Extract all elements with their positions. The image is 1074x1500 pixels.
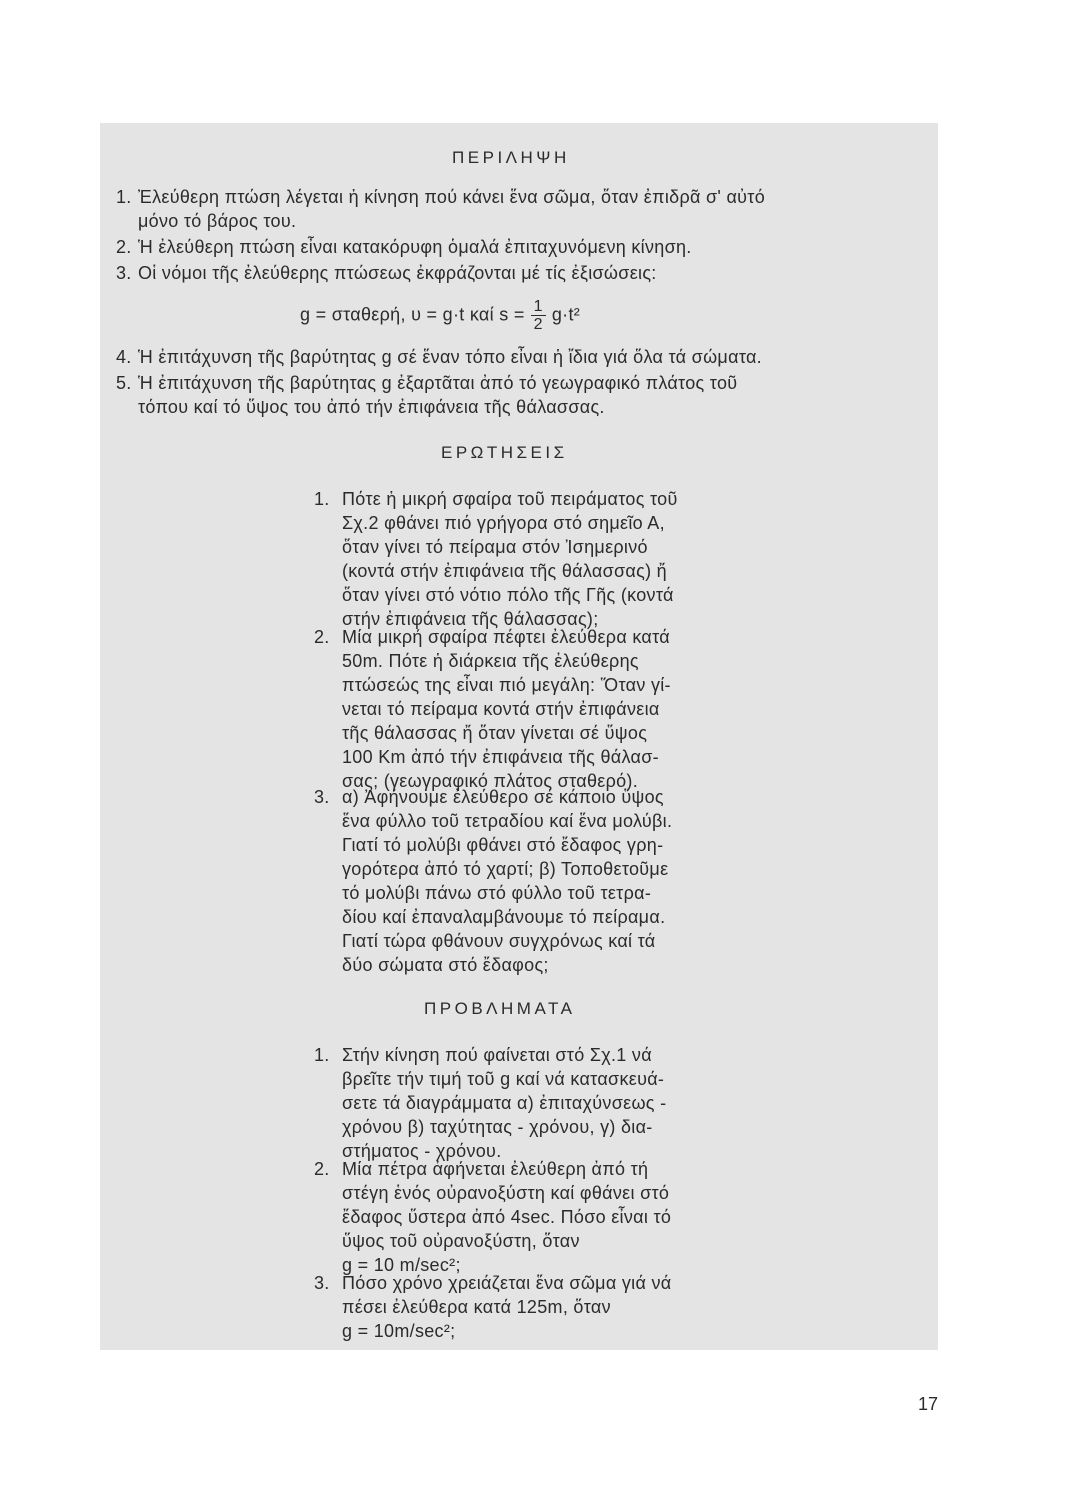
question-line: τό μολύβι πάνω στό φύλλο τοῦ τετρα- bbox=[342, 883, 652, 903]
problem-line: Πόσο χρόνο χρειάζεται ἕνα σῶμα γιά νά bbox=[342, 1273, 672, 1293]
problem-number: 2. bbox=[314, 1159, 330, 1179]
item-number: 4. bbox=[116, 347, 132, 367]
summary-line: Ἡ ἐλεύθερη πτώση εἶναι κατακόρυφη ὁμαλά ἐπιταχυνόμενη κίνηση. bbox=[138, 237, 692, 257]
fraction-numerator: 1 bbox=[531, 298, 546, 316]
problem-line: πέσει ἐλεύθερα κατά 125m, ὅταν bbox=[342, 1297, 611, 1317]
problem-line: ὕψος τοῦ οὐρανοξύστη, ὅταν bbox=[342, 1231, 580, 1251]
question-line: γορότερα ἀπό τό χαρτί; β) Τοποθετοῦμε bbox=[342, 859, 669, 879]
summary-item-2 bbox=[116, 236, 692, 258]
page-number: 17 bbox=[918, 1394, 939, 1414]
summary-item-5 bbox=[116, 372, 737, 394]
question-line: Πότε ἡ μικρή σφαίρα τοῦ πειράματος τοῦ bbox=[342, 489, 678, 509]
problem-line: g = 10 m/sec²; bbox=[342, 1255, 461, 1275]
problem-line: βρεῖτε τήν τιμή τοῦ g καί νά κατασκευά- bbox=[342, 1069, 665, 1089]
summary-line: μόνο τό βάρος του. bbox=[138, 211, 297, 231]
summary-item-4 bbox=[116, 346, 762, 368]
problem-number: 3. bbox=[314, 1273, 330, 1293]
item-number: 1. bbox=[116, 187, 132, 207]
summary-line: Οἱ νόμοι τῆς ἐλεύθερης πτώσεως ἐκφράζονται μέ τίς ἐξισώσεις: bbox=[138, 263, 657, 283]
question-number: 2. bbox=[314, 627, 330, 647]
questions-heading: ΕΡΩΤΗΣΕΙΣ bbox=[441, 443, 568, 462]
problem-line: Στήν κίνηση πού φαίνεται στό Σχ.1 νά bbox=[342, 1045, 652, 1065]
question-number: 1. bbox=[314, 489, 330, 509]
question-line: ἕνα φύλλο τοῦ τετραδίου καί ἕνα μολύβι. bbox=[342, 811, 673, 831]
question-line: τῆς θάλασσας ἤ ὅταν γίνεται σέ ὕψος bbox=[342, 723, 648, 743]
question-line: Γιατί τώρα φθάνουν συγχρόνως καί τά bbox=[342, 931, 656, 951]
problem-line: Μία πέτρα ἀφήνεται ἐλεύθερη ἀπό τή bbox=[342, 1159, 649, 1179]
formula-text: g = σταθερή, υ = g·t καί s = bbox=[300, 304, 525, 325]
item-number: 5. bbox=[116, 373, 132, 393]
fraction-denominator: 2 bbox=[533, 316, 543, 333]
problem-line: στέγη ἑνός οὐρανοξύστη καί φθάνει στό bbox=[342, 1183, 670, 1203]
summary-line: Ἡ ἐπιτάχυνση τῆς βαρύτητας g ἐξαρτᾶται ἀπό τό γεωγραφικό πλάτος τοῦ bbox=[138, 373, 738, 393]
question-line: Γιατί τό μολύβι φθάνει στό ἔδαφος γρη- bbox=[342, 835, 664, 855]
item-number: 2. bbox=[116, 237, 132, 257]
summary-item-1 bbox=[116, 186, 765, 208]
question-line: ὅταν γίνει στό νότιο πόλο τῆς Γῆς (κοντά bbox=[342, 585, 674, 605]
problem-line: στήματος - χρόνου. bbox=[342, 1141, 502, 1161]
question-line: νεται τό πείραμα κοντά στήν ἐπιφάνεια bbox=[342, 699, 660, 719]
question-line: δίου καί ἐπαναλαμβάνουμε τό πείραμα. bbox=[342, 907, 666, 927]
problem-line: χρόνου β) ταχύτητας - χρόνου, γ) δια- bbox=[342, 1117, 653, 1137]
summary-heading: ΠΕΡΙΛΗΨΗ bbox=[452, 148, 570, 167]
question-line: δύο σώματα στό ἔδαφος; bbox=[342, 955, 549, 975]
question-line: 100 Km ἀπό τήν ἐπιφάνεια τῆς θάλασ- bbox=[342, 747, 659, 767]
formula-text: g·t² bbox=[551, 304, 581, 325]
problems-heading: ΠΡΟΒΛΗΜΑΤΑ bbox=[424, 999, 576, 1018]
question-number: 3. bbox=[314, 787, 330, 807]
fraction bbox=[531, 298, 546, 333]
question-line: πτώσεώς της εἶναι πιό μεγάλη: Ὅταν γί- bbox=[342, 675, 671, 695]
summary-line: Ἐλεύθερη πτώση λέγεται ἡ κίνηση πού κάνει ἕνα σῶμα, ὅταν ἐπιδρᾶ σ' αὐτό bbox=[138, 187, 766, 207]
problem-line: σετε τά διαγράμματα α) ἐπιταχύνσεως - bbox=[342, 1093, 667, 1113]
question-line: (κοντά στήν ἐπιφάνεια τῆς θάλασσας) ἤ bbox=[342, 561, 667, 581]
question-line: ὅταν γίνει τό πείραμα στόν Ἰσημερινό bbox=[342, 537, 648, 557]
problem-number: 1. bbox=[314, 1045, 330, 1065]
question-line: Σχ.2 φθάνει πιό γρήγορα στό σημεῖο Α, bbox=[342, 513, 665, 533]
question-line: α) Ἀφήνουμε ἐλεύθερο σέ κάποιο ὕψος bbox=[342, 787, 664, 807]
summary-line: τόπου καί τό ὕψος του ἀπό τήν ἐπιφάνεια τῆς θάλασσας. bbox=[138, 397, 605, 417]
item-number: 3. bbox=[116, 263, 132, 283]
question-line: στήν ἐπιφάνεια τῆς θάλασσας); bbox=[342, 609, 599, 629]
summary-line: Ἡ ἐπιτάχυνση τῆς βαρύτητας g σέ ἕναν τόπο εἶναι ἡ ἴδια γιά ὅλα τά σώματα. bbox=[138, 347, 762, 367]
summary-item-3 bbox=[116, 262, 657, 284]
motion-formula bbox=[300, 298, 580, 333]
question-line: Μία μικρή σφαίρα πέφτει ἐλεύθερα κατά bbox=[342, 627, 670, 647]
problem-line: g = 10m/sec²; bbox=[342, 1321, 456, 1341]
problem-line: ἔδαφος ὕστερα ἀπό 4sec. Πόσο εἶναι τό bbox=[342, 1207, 672, 1227]
question-line: σας; (γεωγραφικό πλάτος σταθερό). bbox=[342, 771, 639, 791]
question-line: 50m. Πότε ἡ διάρκεια τῆς ἐλεύθερης bbox=[342, 651, 639, 671]
